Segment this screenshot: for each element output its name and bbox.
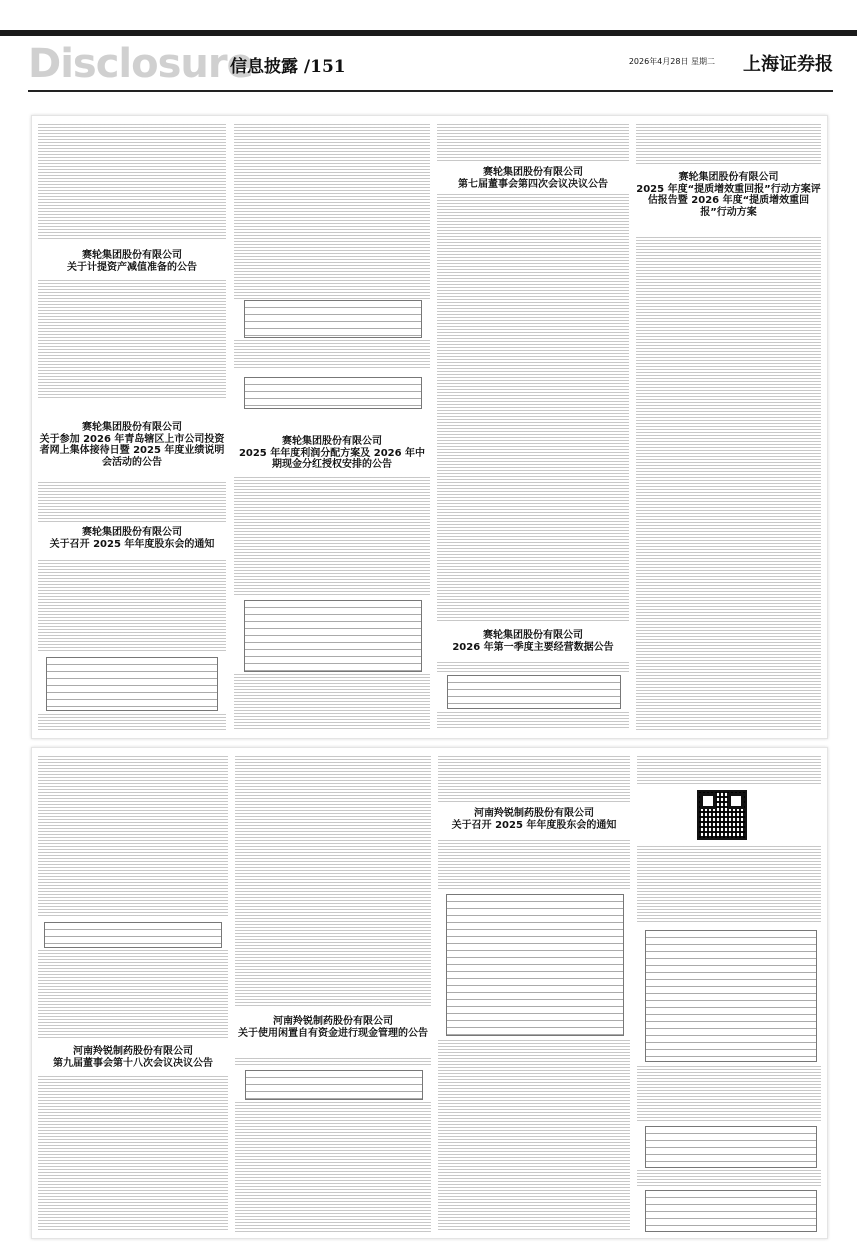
data-table — [645, 1126, 817, 1168]
headline-block — [38, 250, 226, 273]
headline-company: 赛轮集团股份有限公司 — [82, 250, 182, 261]
agenda-table — [446, 894, 624, 1036]
body-text — [234, 340, 430, 370]
headline-title: 2025 年度“提质增效重回报”行动方案评估报告暨 2026 年度“提质增效重回报”行动方案 — [636, 183, 821, 218]
data-table — [447, 675, 621, 709]
headline-block — [636, 172, 821, 218]
agenda-table — [46, 657, 218, 711]
upper-newspaper-page[interactable] — [31, 115, 828, 739]
headline-title: 关于使用闲置自有资金进行现金管理的公告 — [238, 1027, 428, 1039]
headline-company: 赛轮集团股份有限公司 — [82, 422, 182, 433]
body-text — [234, 674, 430, 730]
body-text — [234, 477, 430, 597]
body-text — [437, 124, 629, 162]
headline-block — [38, 527, 226, 550]
headline-title: 2026 年第一季度主要经营数据公告 — [452, 641, 614, 653]
headline-title: 关于召开 2025 年年度股东会的通知 — [451, 819, 617, 831]
body-text — [38, 280, 226, 400]
headline-title: 关于参加 2026 年青岛辖区上市公司投资者网上集体接待日暨 2025 年度业绩说明会活动的公告 — [39, 433, 225, 468]
body-text — [38, 560, 226, 652]
body-text — [437, 712, 629, 730]
body-text — [38, 950, 228, 1038]
masthead-rule — [28, 90, 833, 92]
headline-title: 关于召开 2025 年年度股东会的通知 — [49, 538, 215, 550]
headline-block — [437, 167, 629, 190]
headline-company: 赛轮集团股份有限公司 — [483, 167, 583, 178]
data-table — [244, 300, 422, 338]
column-1 — [38, 754, 228, 1232]
headline-company: 河南羚锐制药股份有限公司 — [273, 1016, 393, 1027]
body-text — [38, 1076, 228, 1232]
column-2 — [234, 122, 430, 732]
headline-title: 2025 年年度利润分配方案及 2026 年中期现金分红授权安排的公告 — [238, 447, 426, 470]
lower-newspaper-page[interactable] — [31, 747, 828, 1239]
body-text — [437, 194, 629, 622]
headline-block — [235, 1016, 431, 1039]
body-text — [437, 662, 629, 672]
qr-code-icon — [697, 790, 747, 840]
headline-title: 第七届董事会第四次会议决议公告 — [458, 178, 608, 190]
data-table — [244, 377, 422, 409]
body-text — [235, 1058, 431, 1066]
body-text — [438, 1040, 630, 1232]
data-table — [44, 922, 222, 948]
body-text — [38, 124, 226, 239]
body-text — [38, 482, 226, 522]
headline-company: 河南羚锐制药股份有限公司 — [73, 1046, 193, 1057]
body-text — [637, 1066, 821, 1122]
headline-company: 赛轮集团股份有限公司 — [678, 172, 779, 183]
headline-company: 赛轮集团股份有限公司 — [282, 436, 382, 447]
data-table — [645, 1190, 817, 1232]
body-text — [637, 1170, 821, 1186]
top-rule — [0, 30, 857, 36]
body-text — [38, 756, 228, 918]
body-text — [637, 756, 821, 786]
brand-logo: Disclosure — [28, 41, 253, 87]
newspaper-name: 上海证券报 — [743, 54, 833, 75]
headline-company: 赛轮集团股份有限公司 — [483, 630, 583, 641]
section-title: 信息披露 /151 — [230, 57, 346, 77]
body-text — [234, 124, 430, 299]
body-text — [438, 840, 630, 890]
column-3 — [437, 122, 629, 732]
column-2 — [235, 754, 431, 1232]
headline-title: 关于计提资产减值准备的公告 — [67, 261, 197, 273]
column-1 — [38, 122, 226, 732]
masthead — [28, 42, 833, 88]
proxy-table — [645, 930, 817, 1062]
body-text — [235, 756, 431, 1006]
column-4 — [636, 122, 821, 732]
headline-company: 河南羚锐制药股份有限公司 — [474, 808, 594, 819]
headline-block — [437, 630, 629, 653]
column-3 — [438, 754, 630, 1232]
body-text — [636, 124, 821, 164]
headline-block — [234, 436, 430, 471]
headline-company: 赛轮集团股份有限公司 — [82, 527, 182, 538]
body-text — [636, 237, 821, 730]
body-text — [637, 846, 821, 924]
data-table — [244, 600, 422, 672]
body-text — [38, 714, 226, 730]
headline-block — [38, 422, 226, 468]
body-text — [438, 756, 630, 802]
data-table — [245, 1070, 423, 1100]
headline-title: 第九届董事会第十八次会议决议公告 — [53, 1057, 213, 1069]
headline-block — [38, 1046, 228, 1069]
column-4 — [637, 754, 821, 1232]
issue-date: 2026年4月28日 星期二 — [628, 57, 715, 66]
headline-block — [438, 808, 630, 831]
body-text — [235, 1102, 431, 1232]
